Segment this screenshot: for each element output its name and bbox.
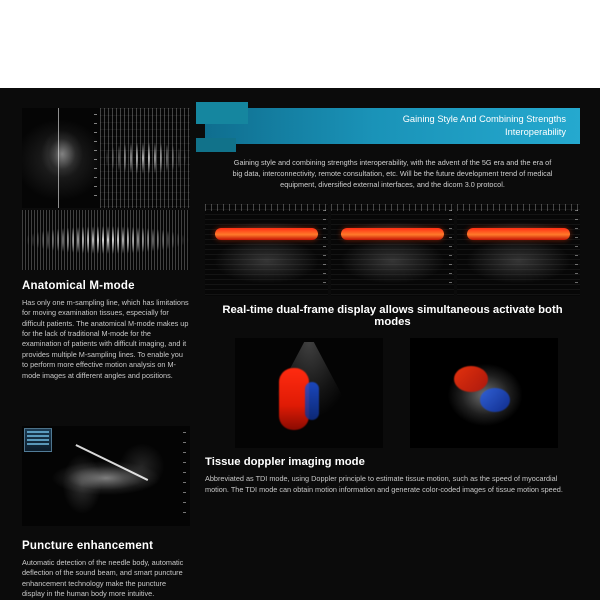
depth-scale xyxy=(323,210,326,286)
tdi-heart-image xyxy=(410,338,558,448)
tdi-fan-image xyxy=(235,338,383,448)
tdi-fan-background xyxy=(235,338,383,448)
ultrasound-frame xyxy=(205,204,328,296)
puncture-title: Puncture enhancement xyxy=(22,540,154,552)
cardiac-scan xyxy=(428,348,538,438)
banner-accent-tab-small xyxy=(196,138,236,152)
color-doppler-vessel xyxy=(341,228,444,240)
mmode-waveform xyxy=(100,138,190,178)
ultrasound-frame xyxy=(331,204,454,296)
intro-paragraph: Gaining style and combining strengths interoperability, with the advent of the 5G era and the era of big data, interconnectivity, remote consultation, etc. Will be the future development trend of medical equipment, diversified external interfaces, and the dicom 3.0 protocol. xyxy=(232,158,553,189)
color-doppler-vessel xyxy=(215,228,318,240)
mmode-trace-image xyxy=(100,108,190,208)
tdi-section xyxy=(205,338,580,528)
banner-text xyxy=(403,113,580,140)
color-doppler-vessel xyxy=(467,228,570,240)
doppler-blue-flow xyxy=(305,382,319,420)
scanner-settings-overlay xyxy=(24,428,52,452)
depth-scale xyxy=(94,114,97,202)
depth-scale xyxy=(449,210,452,286)
anatomical-mmode-title: Anatomical M-mode xyxy=(22,280,135,292)
section-banner xyxy=(205,108,580,144)
banner-accent-tab xyxy=(196,102,248,124)
mmode-waveform-band xyxy=(22,224,190,256)
puncture-body: Automatic detection of the needle body, automatic deflection of the sound beam, and smart puncture enhancement technology make the puncture display in the human body more intuitive. xyxy=(22,558,184,599)
dual-frame-caption: Real-time dual-frame display allows simultaneous activate both modes xyxy=(222,304,563,328)
dual-frame-gallery xyxy=(205,204,580,296)
depth-scale xyxy=(183,432,186,520)
anatomical-mmode-body: Has only one m-sampling line, which has limitations for moving examination tissues, especially for difficult patients. The anatomical M-mode makes up for the lack of traditional M-mode for the examination of patients with difficult imaging, and it provides multiple M-sampling lines. To enable you to perform more effective motion analysis on M-mode images at different angles and positions. xyxy=(22,298,189,380)
anatomical-mmode-image xyxy=(22,108,190,208)
bmode-scan-image xyxy=(22,108,100,208)
banner-line-2: Interoperability xyxy=(505,127,566,137)
puncture-caption xyxy=(22,530,190,599)
frame-top-bar xyxy=(205,204,328,211)
doppler-red-flow xyxy=(454,366,488,392)
mmode-second-trace-image xyxy=(22,210,190,270)
frame-top-bar xyxy=(457,204,580,211)
tdi-body: Abbreviated as TDI mode, using Doppler principle to estimate tissue motion, such as the speed of myocardial motion. The TDI mode can obtain motion information and generate color-coded images of tissue motion speed. xyxy=(205,474,563,494)
depth-scale xyxy=(575,210,578,286)
left-column xyxy=(22,108,190,381)
slide-canvas xyxy=(0,88,600,600)
right-column xyxy=(205,108,580,328)
doppler-blue-flow xyxy=(480,388,510,412)
puncture-enhancement-image xyxy=(22,426,190,526)
banner-line-1: Gaining Style And Combining Strengths xyxy=(402,113,566,124)
tdi-title: Tissue doppler imaging mode xyxy=(205,456,365,468)
ultrasound-frame xyxy=(457,204,580,296)
frame-top-bar xyxy=(331,204,454,211)
